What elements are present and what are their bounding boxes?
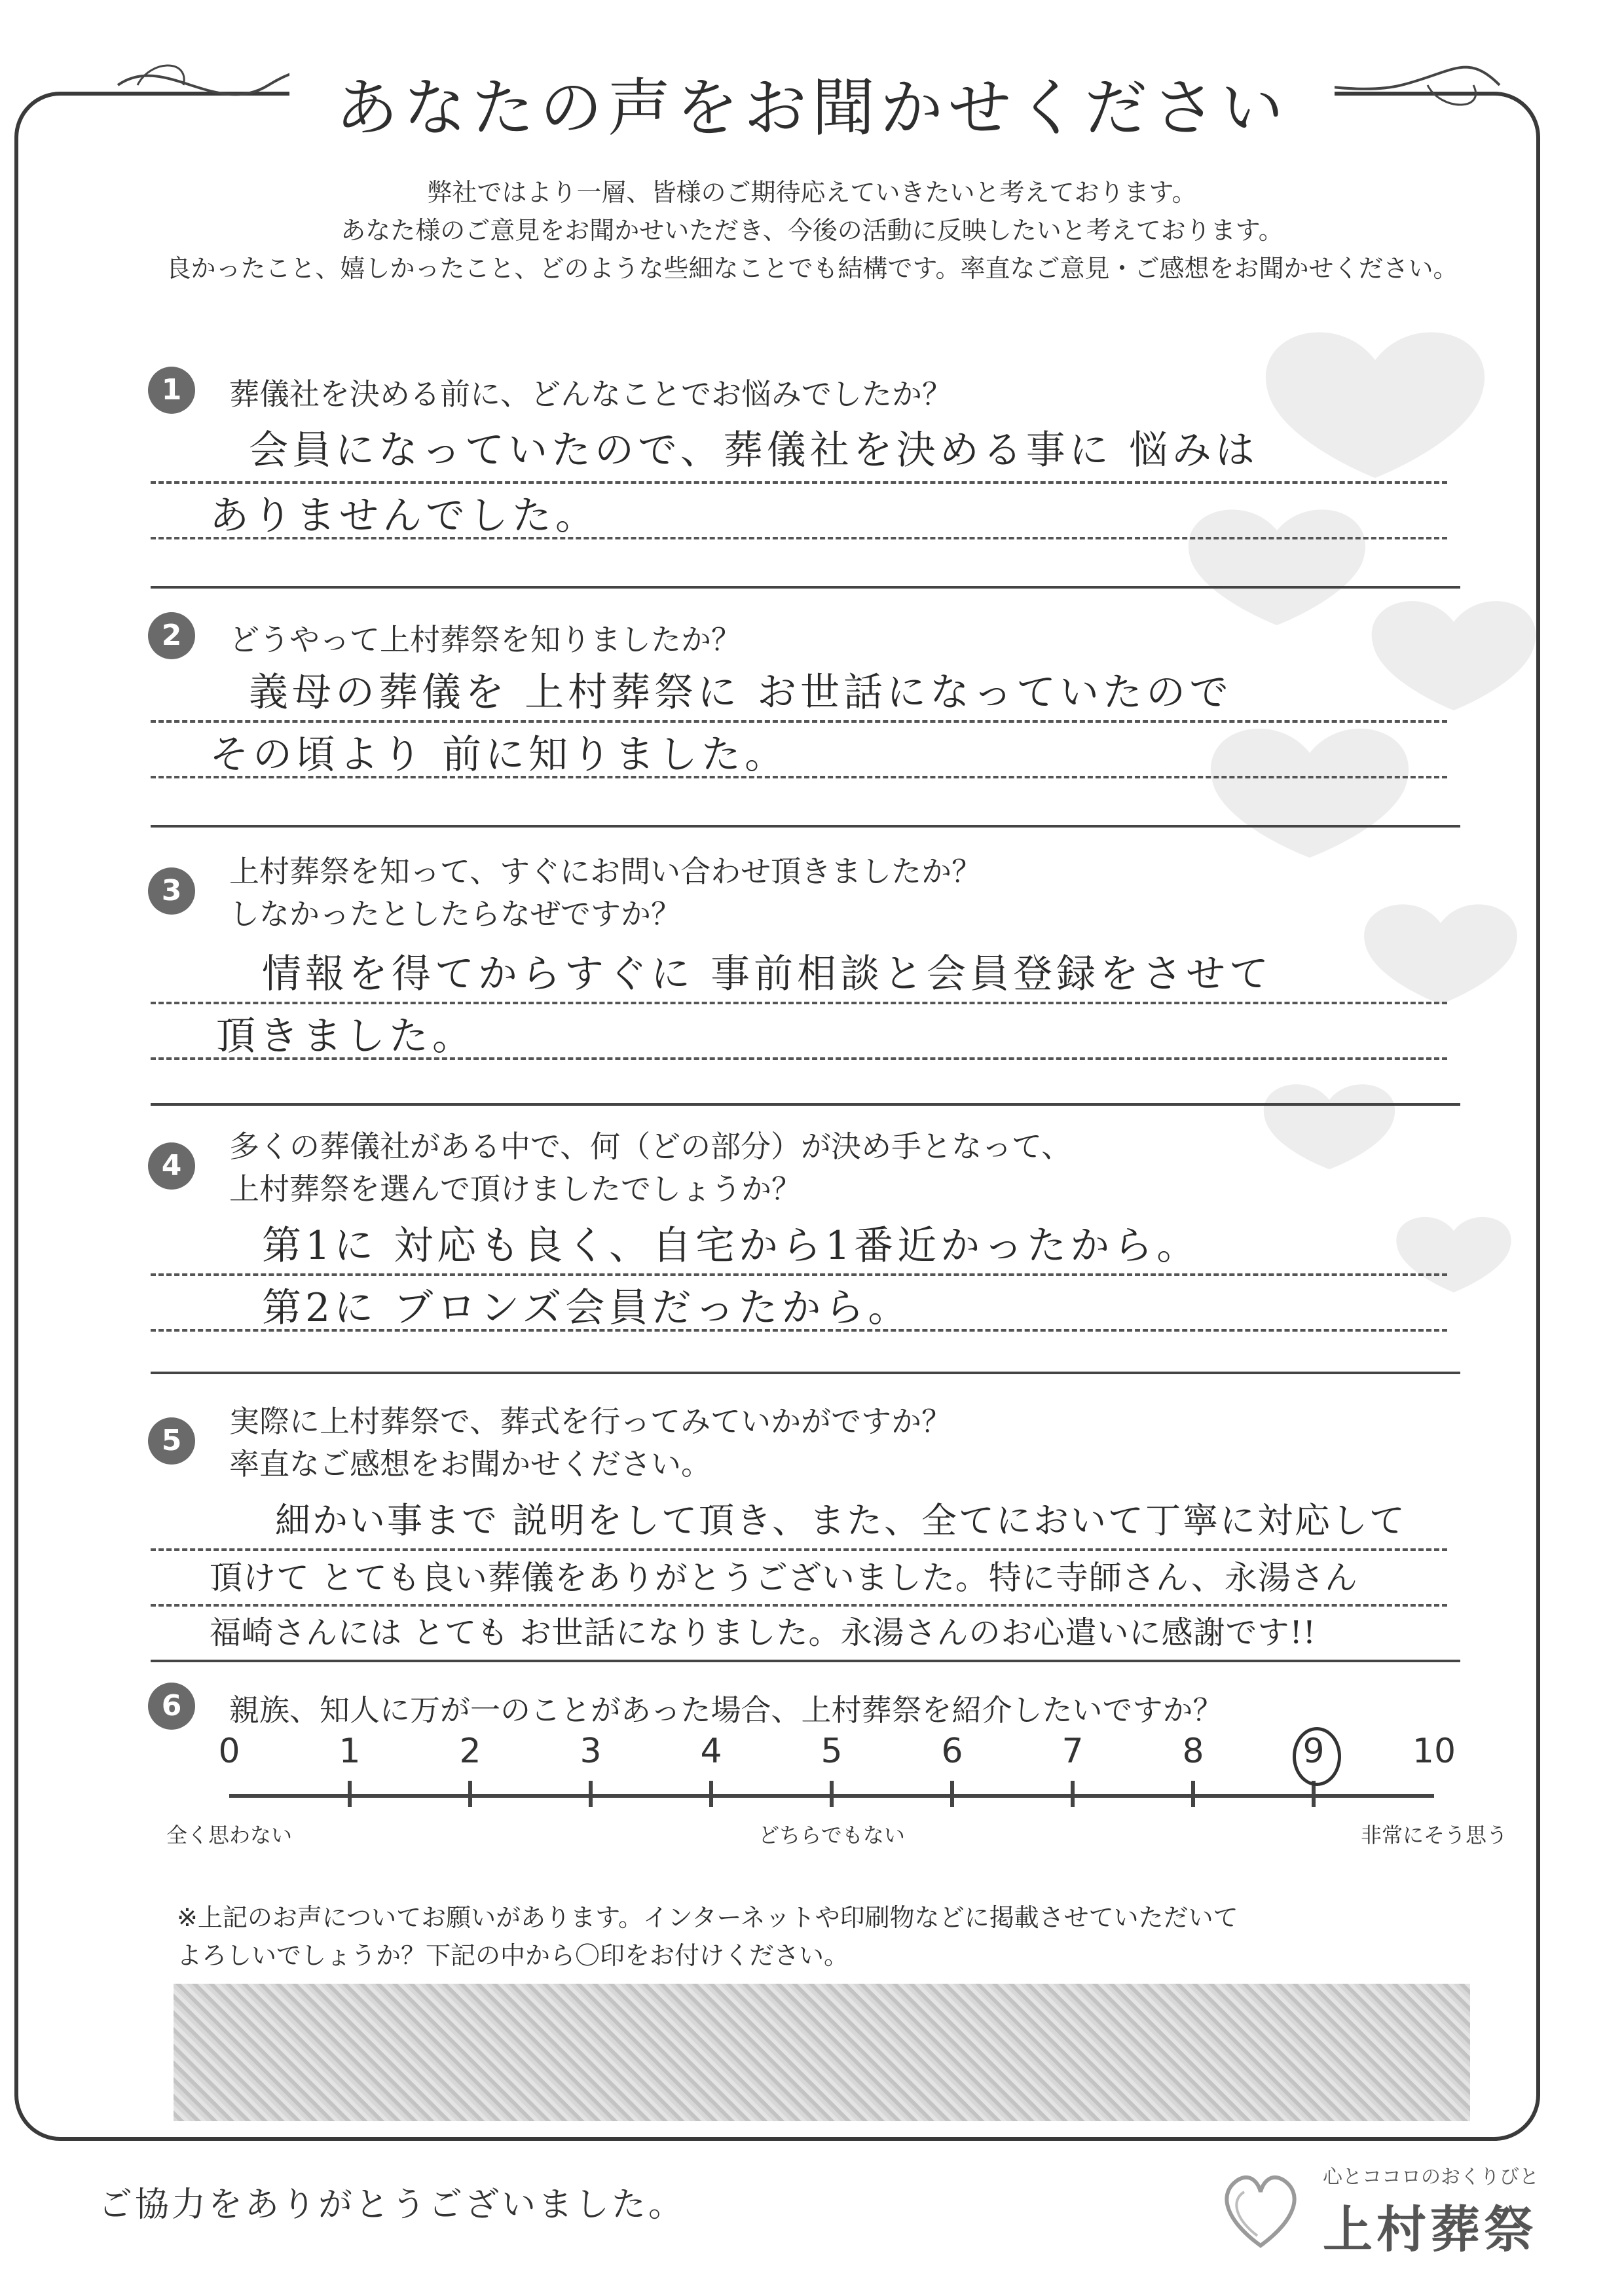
logo-tagline: 心とココロのおくりびと [1323, 2166, 1539, 2189]
recommendation-scale [166, 1732, 1508, 1879]
handwritten-answer: 情報を得てからすぐに 事前相談と会員登録をさせて [262, 951, 1273, 997]
question-text: 実際に上村葬祭で、葬式を行ってみていかがですか？ [229, 1404, 952, 1439]
handwritten-answer: 頂けて とても良い葬儀をありがとうございました。特に寺師さん、永湯さん [210, 1559, 1358, 1597]
scale-option[interactable]: 10 [1412, 1732, 1456, 1771]
section-divider [151, 825, 1460, 828]
answer-rule [151, 537, 1447, 539]
publication-notice [177, 1899, 1238, 1975]
answer-rule [151, 1057, 1447, 1060]
scale-tick [1071, 1781, 1075, 1807]
company-logo [1211, 2160, 1539, 2259]
section-divider [151, 1372, 1460, 1374]
scale-option[interactable]: 3 [580, 1732, 602, 1771]
notice-line: ※上記のお声についてお願いがあります。インターネットや印刷物などに掲載させていただいて [177, 1903, 1238, 1932]
redacted-consent-area [174, 1984, 1470, 2121]
scale-option[interactable]: 4 [700, 1732, 722, 1771]
question-number-badge: 1 [148, 367, 195, 414]
intro-text [0, 173, 1624, 287]
section-divider [151, 1660, 1460, 1662]
scale-caption-mid: どちらでもない [758, 1823, 905, 1848]
question-number-badge: 6 [148, 1683, 195, 1730]
scale-option[interactable]: 9 [1302, 1732, 1325, 1771]
page-title: あなたの声をお聞かせください [289, 62, 1335, 154]
answer-rule [151, 481, 1447, 484]
title-band [0, 62, 1624, 154]
handwritten-answer: 義母の葬儀を 上村葬祭に お世話になっていたので [249, 670, 1233, 716]
handwritten-answer: 会員になっていたので、葬儀社を決める事に 悩みは [249, 428, 1259, 473]
thanks-message: ご協力をありがとうございました。 [98, 2185, 686, 2225]
intro-line: 良かったこと、嬉しかったこと、どのような些細なことでも結構です。率直なご意見・ご感想をお聞かせください。 [166, 254, 1458, 283]
answer-rule [151, 720, 1447, 723]
handwritten-answer: その頃より 前に知りました。 [210, 732, 788, 778]
question-text: 多くの葬儀社がある中で、何（どの部分）が決め手となって、 [229, 1129, 1072, 1164]
question-text: 葬儀社を決める前に、どんなことでお悩みでしたか？ [229, 376, 952, 412]
answer-rule [151, 776, 1447, 778]
question-number-badge: 4 [148, 1142, 195, 1190]
question-text: 上村葬祭を選んで頂けましたでしょうか？ [229, 1171, 802, 1207]
question-number-badge: 5 [148, 1417, 195, 1465]
question-text: 率直なご感想をお聞かせください。 [229, 1446, 711, 1482]
notice-line: よろしいでしょうか？下記の中から〇印をお付けください。 [177, 1941, 849, 1970]
section-divider [151, 586, 1460, 589]
scale-caption-low: 全く思わない [166, 1823, 293, 1848]
scale-tick [830, 1781, 834, 1807]
question-text: しなかったとしたらなぜですか？ [229, 896, 681, 932]
question-text: どうやって上村葬祭を知りましたか？ [229, 622, 741, 657]
logo-name: 上村葬祭 [1323, 2200, 1538, 2259]
scale-tick [709, 1781, 713, 1807]
scale-tick [468, 1781, 472, 1807]
scale-option[interactable]: 0 [218, 1732, 240, 1771]
handwritten-answer: 第2に ブロンズ会員だったから。 [262, 1285, 912, 1331]
handwritten-answer: ありませんでした。 [210, 493, 599, 539]
handwritten-answer: 第1に 対応も良く、自宅から1番近かったから。 [262, 1223, 1200, 1269]
selected-rating-circle [1293, 1727, 1341, 1786]
scale-option[interactable]: 2 [459, 1732, 481, 1771]
intro-line: 弊社ではより一層、皆様のご期待応えていきたいと考えております。 [427, 178, 1197, 207]
answer-rule [151, 1273, 1447, 1276]
question-number-badge: 2 [148, 612, 195, 659]
handwritten-answer: 細かい事まで 説明をして頂き、また、全てにおいて丁寧に対応して [275, 1500, 1407, 1541]
section-divider [151, 1103, 1460, 1106]
handwritten-answer: 福崎さんには とても お世話になりました。永湯さんのお心遣いに感謝です!! [210, 1614, 1317, 1651]
answer-rule [151, 1002, 1447, 1004]
scale-tick [589, 1781, 593, 1807]
intro-line: あなた様のご意見をお聞かせいただき、今後の活動に反映したいと考えております。 [341, 216, 1283, 245]
scale-caption-high: 非常にそう思う [1360, 1823, 1508, 1848]
handwritten-answer: 頂きました。 [216, 1013, 475, 1059]
question-number-badge: 3 [148, 867, 195, 915]
answer-rule [151, 1604, 1447, 1607]
scale-option[interactable]: 5 [821, 1732, 843, 1771]
scale-tick [1191, 1781, 1195, 1807]
scale-option[interactable]: 7 [1061, 1732, 1084, 1771]
question-text: 上村葬祭を知って、すぐにお問い合わせ頂きましたか？ [229, 854, 982, 889]
answer-rule [151, 1329, 1447, 1332]
scale-option[interactable]: 8 [1182, 1732, 1204, 1771]
scale-tick [950, 1781, 954, 1807]
answer-rule [151, 1548, 1447, 1551]
scale-tick [348, 1781, 352, 1807]
scale-option[interactable]: 1 [339, 1732, 361, 1771]
heart-logo-icon [1211, 2160, 1310, 2259]
question-text: 親族、知人に万が一のことがあった場合、上村葬祭を紹介したいですか？ [229, 1692, 1223, 1728]
scale-option[interactable]: 6 [941, 1732, 963, 1771]
